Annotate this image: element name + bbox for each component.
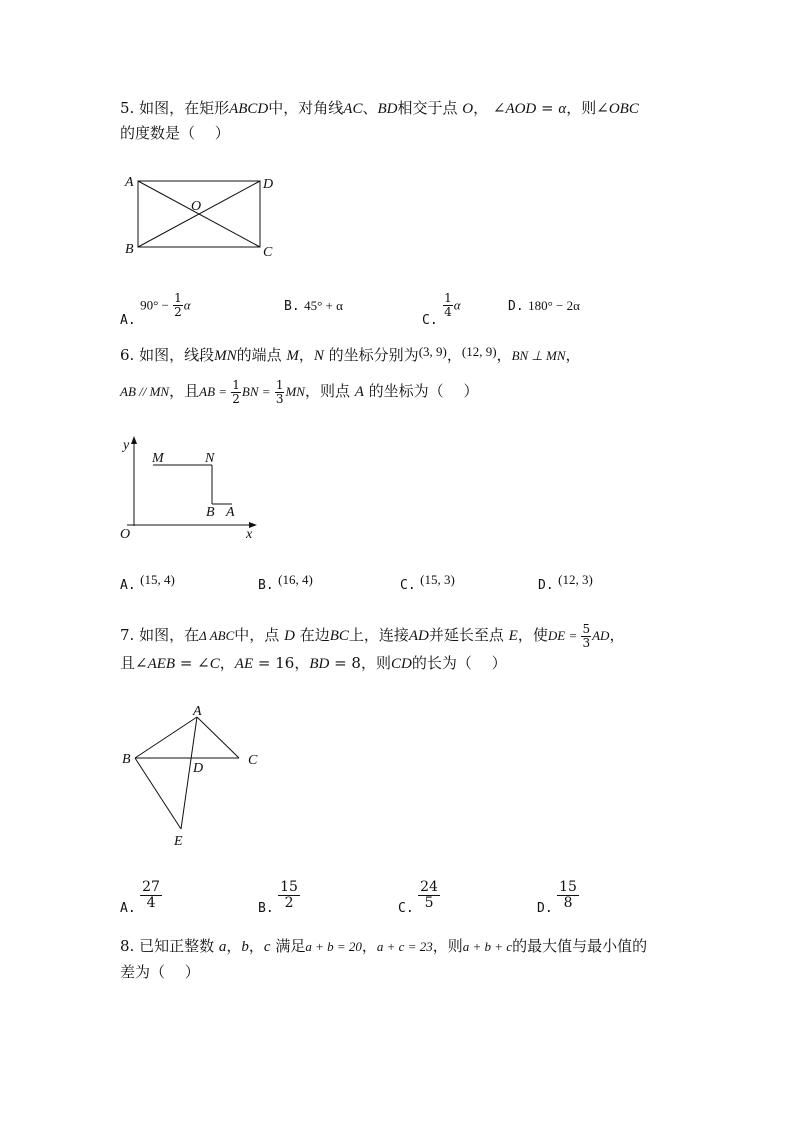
q5-text: BD — [377, 101, 398, 117]
q6-label-x: x — [246, 527, 253, 542]
q5-text: AOD — [505, 101, 537, 117]
q6-label-y: y — [123, 438, 130, 453]
option-label: A. — [120, 900, 136, 916]
q7-text: C — [209, 656, 220, 672]
q6-text: 的坐标为（ ） — [363, 382, 479, 400]
q5-text: 、 — [362, 99, 378, 117]
q6-label-n: N — [205, 451, 215, 466]
option-label: B. — [258, 578, 274, 593]
q7-text: DE = — [547, 628, 581, 643]
fraction-denominator: 2 — [232, 391, 240, 406]
q6-text: ，且 — [169, 382, 200, 400]
q7-text: BD — [309, 656, 330, 672]
option-text: α — [183, 297, 191, 313]
q5-text: ，则∠ — [566, 99, 609, 117]
q6-text: A — [354, 384, 364, 400]
q7-text: AEB — [147, 656, 176, 672]
q6-options — [120, 572, 720, 606]
q6-text: BN ⊥ MN — [511, 348, 566, 363]
q7-triangle-figure — [115, 700, 275, 852]
q7-text: AD — [408, 628, 429, 644]
q6-text: ，则点 — [304, 382, 355, 400]
fraction-denominator: 4 — [146, 895, 156, 911]
q8-text: ，则 — [432, 937, 463, 955]
q7-text: 7. 如图，在 — [120, 626, 200, 644]
q5-text: O — [462, 101, 474, 117]
q6-text: MN — [285, 384, 305, 399]
option-label: D. — [538, 578, 554, 593]
q6-option-a[interactable] — [120, 572, 175, 593]
q7-text: = 16， — [253, 654, 310, 672]
q7-text: 并延长至点 — [428, 626, 509, 644]
q8-text: b — [241, 939, 249, 955]
option-text: (15, 4) — [140, 572, 175, 587]
fraction-numerator: 15 — [280, 879, 298, 895]
option-text: 180° − 2α — [528, 298, 580, 313]
q7-options — [120, 880, 720, 914]
q6-label-m: M — [152, 451, 164, 466]
q5-text: = — [536, 99, 559, 117]
fraction-numerator: 5 — [582, 621, 591, 636]
q5-option-d[interactable] — [508, 298, 580, 314]
q6-option-b[interactable] — [258, 572, 313, 593]
q7-text: E — [508, 628, 518, 644]
q7-label-e: E — [174, 834, 183, 849]
q7-option-b[interactable] — [258, 879, 300, 916]
q5-text: α — [558, 101, 567, 117]
q5-text: 相交于点 — [397, 99, 463, 117]
option-label: C. — [398, 900, 414, 916]
q8-text: a + c = 23 — [376, 939, 433, 954]
q5-options — [120, 292, 720, 326]
q8-text: a + b + c — [462, 939, 513, 954]
q5-text: 5. 如图，在矩形 — [120, 99, 230, 117]
q8-text: ， — [361, 937, 377, 955]
fraction-numerator: 27 — [142, 879, 160, 895]
q6-coordinate-figure — [115, 432, 275, 544]
q8-text: 8. 已知正整数 — [120, 937, 219, 955]
option-text: 45° + α — [304, 298, 343, 313]
q5-option-a[interactable] — [120, 291, 191, 328]
q7-text: = ∠ — [175, 654, 210, 672]
fraction-denominator: 4 — [444, 305, 452, 319]
option-text: (12, 3) — [558, 572, 593, 587]
q7-line2 — [120, 650, 507, 677]
q7-text: = 8，则 — [329, 654, 391, 672]
q7-text: AE — [234, 656, 254, 672]
q6-text: AB // MN — [120, 384, 170, 399]
q6-text: (12, 9) — [461, 344, 497, 359]
q7-label-d: D — [193, 761, 204, 776]
q7-text: 在边 — [294, 626, 330, 644]
q6-text: 的端点 — [236, 346, 287, 364]
q6-option-c[interactable] — [400, 572, 455, 593]
q5-option-c[interactable] — [422, 291, 461, 328]
q6-text: MN — [214, 348, 237, 364]
q7-label-a: A — [193, 704, 202, 719]
q6-option-d[interactable] — [538, 572, 593, 593]
q6-text: ， — [565, 346, 581, 364]
q6-line2 — [120, 378, 478, 406]
q5-line2: 的度数是（ ） — [120, 124, 230, 142]
q7-text: 中，点 — [234, 626, 285, 644]
fraction-denominator: 2 — [284, 895, 294, 911]
q7-text: Δ ABC — [199, 628, 235, 643]
q8-text: c — [263, 939, 271, 955]
q7-line1 — [120, 622, 624, 650]
q6-label-o: O — [120, 527, 131, 542]
q7-text: 上，连接 — [348, 626, 409, 644]
q6-text: ， — [298, 346, 314, 364]
option-label: B. — [258, 900, 274, 916]
option-label: C. — [422, 312, 438, 328]
option-label: B. — [284, 299, 300, 314]
fraction-numerator: 1 — [275, 377, 284, 392]
q5-label-d: D — [263, 177, 274, 192]
q5-line1 — [120, 95, 639, 122]
q5-option-b[interactable] — [284, 298, 343, 314]
q6-line1 — [120, 342, 581, 369]
fraction-numerator: 1 — [232, 377, 240, 392]
q7-option-d[interactable] — [537, 879, 579, 916]
q6-text: AB = — [199, 384, 231, 399]
q7-text: 且∠ — [120, 654, 148, 672]
q6-text: 的坐标分别为 — [323, 346, 419, 364]
q7-text: AD — [592, 628, 610, 643]
q6-label-b: B — [206, 505, 215, 520]
q6-text: (3, 9) — [418, 344, 447, 359]
q8-line1 — [120, 933, 647, 960]
option-text: (15, 3) — [420, 572, 455, 587]
option-label: D. — [537, 900, 553, 916]
fraction-numerator: 24 — [420, 879, 438, 895]
q8-text: a — [218, 939, 227, 955]
q5-text: AC — [343, 101, 363, 117]
q8-text: a + b = 20 — [305, 939, 362, 954]
fraction-denominator: 3 — [582, 635, 591, 650]
option-text: 90° − — [140, 297, 173, 313]
q8-text: 满足 — [270, 937, 306, 955]
option-label: D. — [508, 299, 524, 314]
q5-label-b: B — [125, 242, 134, 257]
q6-text: N — [313, 348, 324, 364]
q5-text: OBC — [608, 101, 639, 117]
option-text: α — [453, 297, 461, 313]
q5-text: 中，对角线 — [268, 99, 344, 117]
q7-text: BC — [329, 628, 349, 644]
q7-option-a[interactable] — [120, 879, 162, 916]
q6-text: BN = — [241, 384, 274, 399]
q5-label-c: C — [263, 245, 273, 260]
q6-text: M — [286, 348, 299, 364]
q7-text: CD — [390, 656, 412, 672]
q6-text: ， — [496, 346, 512, 364]
q5-text: ， ∠ — [473, 99, 506, 117]
q7-text: ， — [219, 654, 235, 672]
fraction-numerator: 15 — [559, 879, 577, 895]
q6-text: 6. 如图，线段 — [120, 346, 215, 364]
q7-text: ， — [609, 626, 625, 644]
q8-line2: 差为（ ） — [120, 963, 200, 981]
fraction-numerator: 1 — [174, 291, 182, 305]
q7-label-c: C — [248, 753, 258, 768]
fraction-denominator: 2 — [174, 305, 182, 319]
q7-option-c[interactable] — [398, 879, 440, 916]
q7-label-b: B — [122, 752, 131, 767]
q7-text: D — [284, 628, 295, 644]
q5-rectangle-figure — [118, 168, 288, 263]
option-text: (16, 4) — [278, 572, 313, 587]
fraction-denominator: 3 — [275, 391, 284, 406]
q8-text: ， — [226, 937, 242, 955]
option-label: C. — [400, 578, 416, 593]
q7-text: ，使 — [517, 626, 548, 644]
q8-text: 的最大值与最小值的 — [512, 937, 648, 955]
q8-text: ， — [248, 937, 264, 955]
option-label: A. — [120, 312, 136, 328]
q6-text: ， — [446, 346, 462, 364]
fraction-numerator: 1 — [444, 291, 452, 305]
q5-label-o: O — [191, 199, 202, 214]
q5-label-a: A — [125, 175, 134, 190]
q6-label-a: A — [226, 505, 235, 520]
q5-text: ABCD — [229, 101, 269, 117]
option-label: A. — [120, 578, 136, 593]
fraction-denominator: 5 — [424, 895, 434, 911]
fraction-denominator: 8 — [563, 895, 573, 911]
q7-text: 的长为（ ） — [411, 654, 507, 672]
